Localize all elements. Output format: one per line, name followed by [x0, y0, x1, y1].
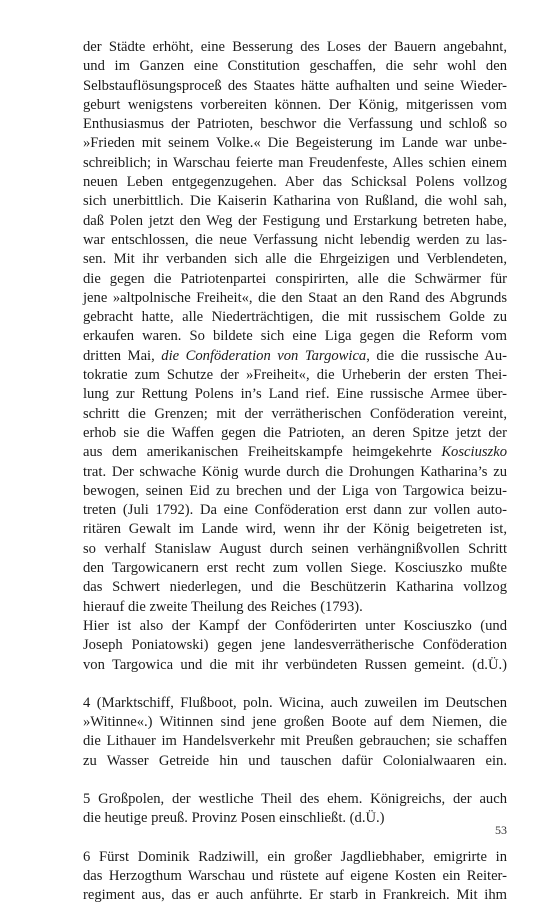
text-line: erkaufen waren. So bildete sich eine Liga gegen die Reform vom	[83, 328, 507, 345]
text-line: die heutige preuß. Provinz Posen einschließt. (d.Ü.)	[83, 810, 385, 827]
text-fragment: aus dem amerikanischen Freiheitskampfe heimgekehrte	[83, 444, 442, 461]
footnote-5	[83, 790, 507, 829]
text-line: lung zur Rettung Polens in’s Land rief. Eine russische Armee über-	[83, 386, 507, 403]
text-line: 4 (Marktschiff, Flußboot, poln. Wicina, auch zuweilen im Deutschen	[83, 694, 507, 711]
text-line: gebracht hatte, alle Niederträchtigen, die mit russischem Golde zu	[83, 309, 507, 326]
text-line: das Schwert niederlegen, und die Beschützerin Katharina vollzog	[83, 579, 507, 596]
text-line: schreiblich; in Warschau feierte man Freudenfeste, Alles schien einem	[83, 154, 507, 171]
text-line: ritären Gewalt im Lande wird, wenn ihr der König beigetreten ist,	[83, 521, 507, 538]
text-line: jene »altpolnische Freiheit«, die den Staat an den Rand des Abgrunds	[83, 289, 507, 306]
text-line: Selbstauflösungsproceß des Staates hätte aufhalten und seine Wieder-	[83, 77, 507, 94]
text-line: so verhalf Stanislaw August durch seinen verhängnißvollen Schritt	[83, 540, 507, 557]
text-line: »Frieden mit seinem Volke.« Die Begeisterung im Lande war unbe-	[83, 135, 507, 152]
text-line: »Witinne«.) Witinnen sind jene großen Boote auf dem Niemen, die	[83, 714, 507, 731]
footnote-6	[83, 848, 507, 905]
text-line: das Herzogthum Warschau und rüstete auf eigene Kosten ein Reiter-	[83, 867, 507, 884]
text-line: Hier ist also der Kampf der Conföderirten unter Kosciuszko (und	[83, 617, 507, 634]
text-line: neuen Leben entgegenzugehen. Aber das Schicksal Polens vollzog	[83, 174, 507, 191]
text-line-with-italic	[83, 347, 507, 366]
text-line: tokratie zum Schutze der »Freiheit«, die Urheberin der ersten Thei-	[83, 367, 507, 384]
footnote-4	[83, 694, 507, 771]
text-line: daß Polen jetzt den Weg der Festigung und Erstarkung betreten habe,	[83, 212, 507, 229]
editor-note	[83, 617, 507, 675]
text-line: und im Ganzen eine Constitution geschaffen, die sehr wohl den	[83, 58, 507, 75]
text-line: treten (Juli 1792). Da eine Conföderation erst dann zur vollen auto-	[83, 502, 507, 519]
main-paragraph	[83, 38, 507, 617]
text-line: die gegen die Patriotenpartei conspirirten, alle die Schwärmer für	[83, 270, 507, 287]
page-text	[83, 38, 507, 905]
text-line: 6 Fürst Dominik Radziwill, ein großer Jagdliebhaber, emigrirte in	[83, 848, 507, 865]
text-line: von Targowica und die mit ihr verbündeten Russen gemeint. (d.Ü.)	[83, 656, 507, 673]
text-line: schritt die Grenzen; mit der verrätherischen Conföderation vereint,	[83, 405, 507, 422]
text-fragment: dritten Mai,	[83, 347, 162, 364]
text-fragment: , die die russische Au-	[366, 347, 507, 364]
text-line-with-italic	[83, 443, 507, 462]
text-line: geburt wenigstens vorbereiten können. Der König, mitgerissen vom	[83, 96, 507, 113]
text-line: der Städte erhöht, eine Besserung des Loses der Bauern angebahnt,	[83, 39, 507, 55]
text-line: war entschlossen, die neue Verfassung nicht lebendig werden zu las-	[83, 231, 507, 248]
text-line: trat. Der schwache König wurde durch die Drohungen Katharina’s zu	[83, 463, 507, 480]
text-line: sen. Mit ihr verbanden sich alle die Ehrgeizigen und Verblendeten,	[83, 251, 507, 268]
page-number: 53	[495, 823, 507, 837]
text-line: den Targowicanern erst recht zum vollen Siege. Kosciuszko mußte	[83, 560, 507, 577]
text-line: zu Wasser Getreide hin und tauschen dafür Colonialwaaren ein.	[83, 752, 507, 769]
text-line: erhob sie die Waffen gegen die Patrioten, an deren Spitze jetzt der	[83, 424, 507, 441]
text-line: bewogen, seinen Eid zu brechen und der Liga von Targowica beizu-	[83, 482, 507, 499]
text-line: Joseph Poniatowski) gegen jene landesverrätherische Conföderation	[83, 637, 507, 654]
text-line: Enthusiasmus der Patrioten, beschwor die Verfassung und schloß so	[83, 116, 507, 133]
text-line: regiment aus, das er auch anführte. Er starb in Frankreich. Mit ihm	[83, 887, 507, 904]
text-line: 5 Großpolen, der westliche Theil des ehem. Königreichs, der auch	[83, 790, 507, 807]
text-line: sich unerbittlich. Die Kaiserin Katharina von Rußland, die wohl sah,	[83, 193, 507, 210]
text-line: hierauf die zweite Theilung des Reiches (1793).	[83, 598, 363, 615]
italic-title: die Conföderation von Targowica	[161, 347, 367, 364]
text-line: die Lithauer im Handelsverkehr mit Preußen gebrauchen; sie schaffen	[83, 733, 507, 750]
italic-name: Kosciuszko	[441, 444, 507, 461]
